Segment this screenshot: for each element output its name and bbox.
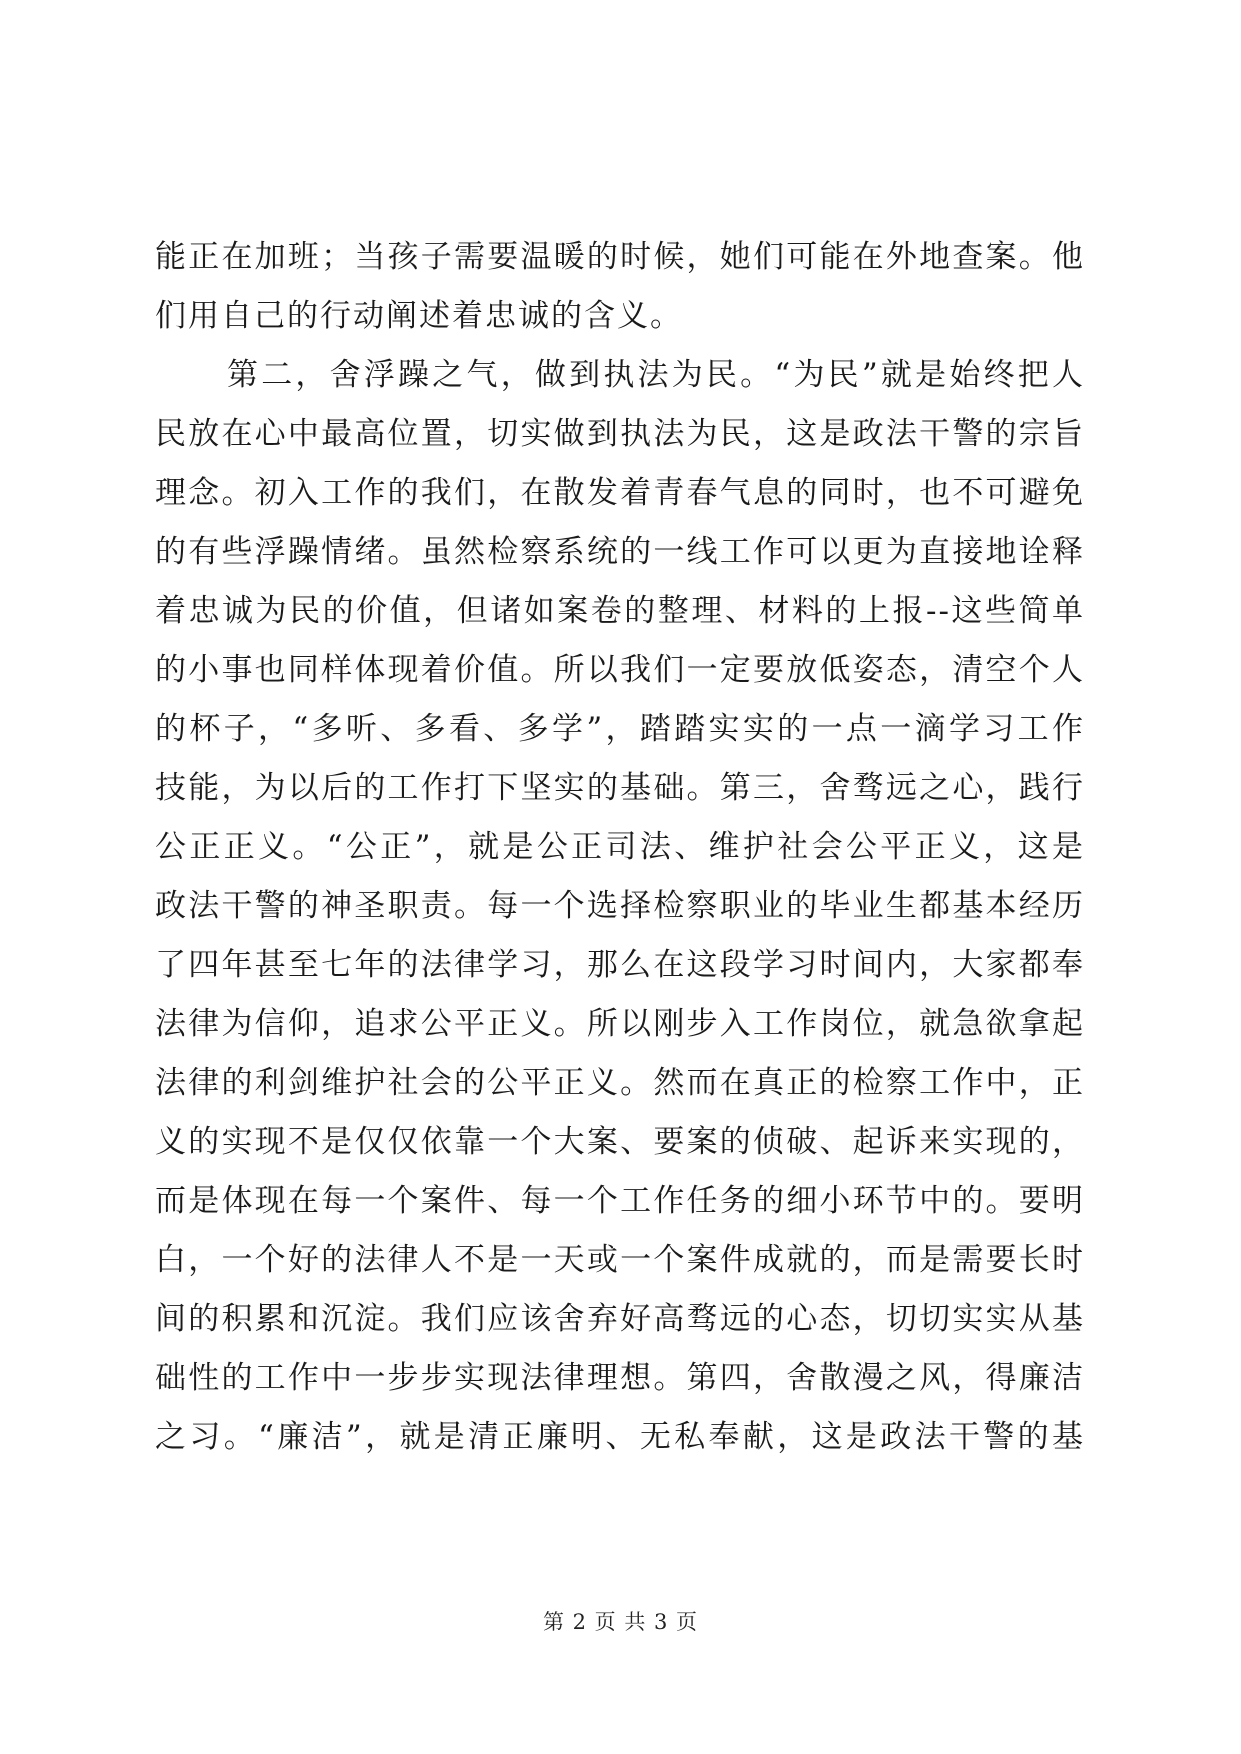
text-line: 义的实现不是仅仅依靠一个大案、要案的侦破、起诉来实现的，	[155, 1124, 1085, 1160]
text-line: 民放在心中最高位置，切实做到执法为民，这是政法干警的宗旨	[155, 416, 1085, 452]
text-line: 着忠诚为民的价值，但诸如案卷的整理、材料的上报--这些简单	[155, 593, 1085, 629]
text-line: 础性的工作中一步步实现法律理想。第四，舍散漫之风，得廉洁	[155, 1360, 1085, 1396]
text-line: 技能，为以后的工作打下坚实的基础。第三，舍骛远之心，践行	[155, 770, 1085, 806]
paragraph-first-line: 第二，舍浮躁之气，做到执法为民。“为民”就是始终把人	[227, 357, 1085, 393]
text-line: 法律的利剑维护社会的公平正义。然而在真正的检察工作中，正	[155, 1065, 1085, 1101]
text-line: 的小事也同样体现着价值。所以我们一定要放低姿态，清空个人	[155, 652, 1085, 688]
page-number-footer: 第 2 页 共 3 页	[542, 1610, 699, 1634]
text-line: 的杯子，“多听、多看、多学”，踏踏实实的一点一滴学习工作	[155, 711, 1085, 747]
text-line: 理念。初入工作的我们，在散发着青春气息的同时，也不可避免	[155, 475, 1085, 511]
text-line: 法律为信仰，追求公平正义。所以刚步入工作岗位，就急欲拿起	[155, 1006, 1085, 1042]
text-line: 之习。“廉洁”，就是清正廉明、无私奉献，这是政法干警的基	[155, 1419, 1085, 1455]
text-line: 白，一个好的法律人不是一天或一个案件成就的，而是需要长时	[155, 1242, 1085, 1278]
text-line: 的有些浮躁情绪。虽然检察系统的一线工作可以更为直接地诠释	[155, 534, 1085, 570]
text-line: 公正正义。“公正”，就是公正司法、维护社会公平正义，这是	[155, 829, 1085, 865]
text-line: 而是体现在每一个案件、每一个工作任务的细小环节中的。要明	[155, 1183, 1085, 1219]
text-line: 们用自己的行动阐述着忠诚的含义。	[155, 298, 683, 334]
document-body	[155, 228, 1085, 1467]
text-line: 能正在加班；当孩子需要温暖的时候，她们可能在外地查案。他	[155, 239, 1085, 275]
text-line: 政法干警的神圣职责。每一个选择检察职业的毕业生都基本经历	[155, 888, 1085, 924]
text-line: 了四年甚至七年的法律学习，那么在这段学习时间内，大家都奉	[155, 947, 1085, 983]
text-line: 间的积累和沉淀。我们应该舍弃好高骛远的心态，切切实实从基	[155, 1301, 1085, 1337]
